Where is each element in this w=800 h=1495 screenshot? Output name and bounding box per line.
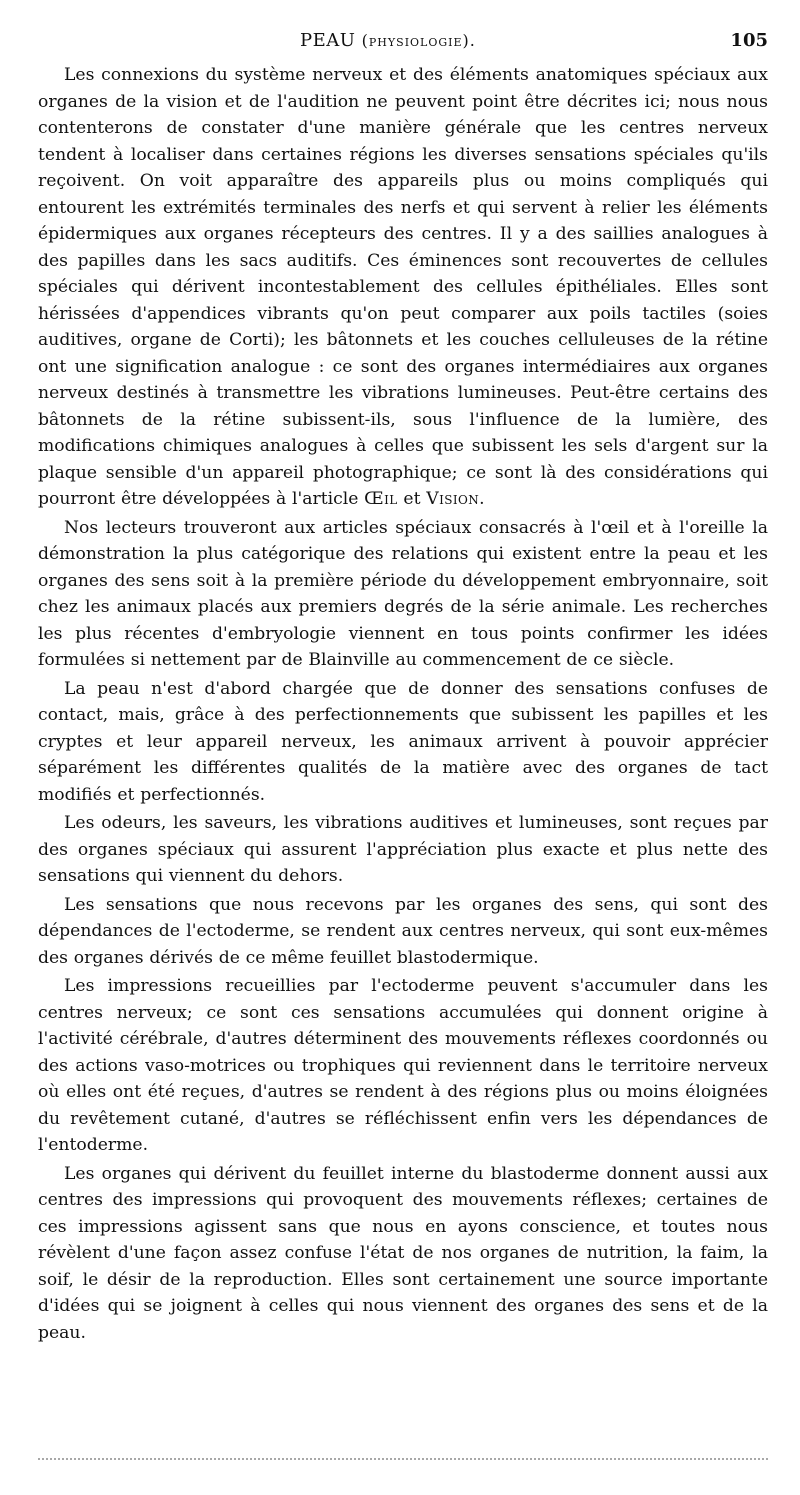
paragraph-6: Les impressions recueillies par l'ectoderme peuvent s'accumuler dans les centres nerveux; ce sont ces sensations accumulées qui donnent origine à l'activité cérébrale, d'autres déterminent des mouvements réflexes coordonnés ou des actions vaso-motrices ou trophiques qui reviennent dans le territoire nerveux où elles ont été reçues, d'autres se rendent à des régions plus ou moins éloignées du revêtement cutané, d'autres se réfléchissent enfin vers les dépendances de l'entoderme. — [38, 976, 768, 1155]
document-page — [38, 22, 768, 1346]
body-text — [38, 62, 768, 1346]
paragraph-1-end: . — [479, 489, 485, 509]
paragraph-7: Les organes qui dérivent du feuillet interne du blastoderme donnent aussi aux centres des impressions qui provoquent des mouvements réflexes; certaines de ces impressions agissent sans que nous en ayons conscience, et toutes nous révèlent d'une façon assez confuse l'état de nos organes de nutrition, la faim, la soif, le désir de la reproduction. Elles sont certainement une source importante d'idées qui se joignent à celles qui nous viennent des organes des sens et de la peau. — [38, 1163, 768, 1343]
paragraph-5: Les sensations que nous recevons par les organes des sens, qui sont des dépendances de l'ectoderme, se rendent aux centres nerveux, qui sont eux-mêmes des organes dérivés de ce même feuillet blastodermique. — [38, 894, 768, 968]
article-ref-oeil: Œil — [364, 489, 398, 509]
header-title: PEAU — [300, 30, 356, 51]
article-ref-connector: et — [403, 489, 421, 509]
article-ref-vision: Vision — [426, 489, 480, 509]
running-title — [300, 22, 476, 60]
paragraph-4: Les odeurs, les saveurs, les vibrations auditives et lumineuses, sont reçues par des organes spéciaux qui assurent l'appréciation plus exacte et plus nette des sensations qui viennent du dehors. — [38, 813, 768, 886]
page-number: 105 — [730, 30, 768, 51]
paragraph-3: La peau n'est d'abord chargée que de donner des sensations confuses de contact, mais, grâce à des perfectionnements que subissent les papilles et les cryptes et leur appareil nerveux, les animaux arrivent à pouvoir apprécier séparément les différentes qualités de la matière avec des organes de tact modifiés et perfectionnés. — [38, 678, 768, 805]
running-header — [38, 22, 768, 60]
paragraph-1 — [38, 62, 768, 513]
bottom-dotted-rule — [38, 1458, 768, 1460]
paragraph-1-text: Les connexions du système nerveux et des éléments anatomiques spéciaux aux organes de la vision et de l'audition ne peuvent point être décrites ici; nous nous contenterons de constater d'une manière générale que les centres nerveux tendent à localiser dans certaines régions les diverses sensations spéciales qu'ils reçoivent. On voit apparaître des appareils plus ou moins compliqués qui entourent les extrémités terminales des nerfs et qui servent à relier les éléments épidermiques aux organes récepteurs des centres. Il y a des saillies analogues à des papilles dans les sacs auditifs. Ces éminences sont recouvertes de cellules spéciales qui dérivent incontestablement des cellules épithéliales. Elles sont hérissées d'appendices vibrants qu'on peut comparer aux poils tactiles (soies auditives, organe de Corti); les bâtonnets et les couches celluleuses de la rétine ont une signification analogue : ce sont des organes intermédiaires aux organes nerveux destinés à transmettre les vibrations lumineuses. Peut-être certains des bâtonnets de la rétine subissent-ils, sous l'influence de la lumière, des modifications chimiques analogues à celles que subissent les sels d'argent sur la plaque sensible d'un appareil photographique; ce sont là des considérations qui pourront être développées à l'article — [38, 65, 768, 509]
header-subtitle: (physiologie). — [361, 31, 476, 50]
paragraph-2: Nos lecteurs trouveront aux articles spéciaux consacrés à l'œil et à l'oreille la démonstration la plus catégorique des relations qui existent entre la peau et les organes des sens soit à la première période du développement embryonnaire, soit chez les animaux placés aux premiers degrés de la série animale. Les recherches les plus récentes d'embryologie viennent en tous points confirmer les idées formulées si nettement par de Blainville au commencement de ce siècle. — [38, 517, 768, 670]
